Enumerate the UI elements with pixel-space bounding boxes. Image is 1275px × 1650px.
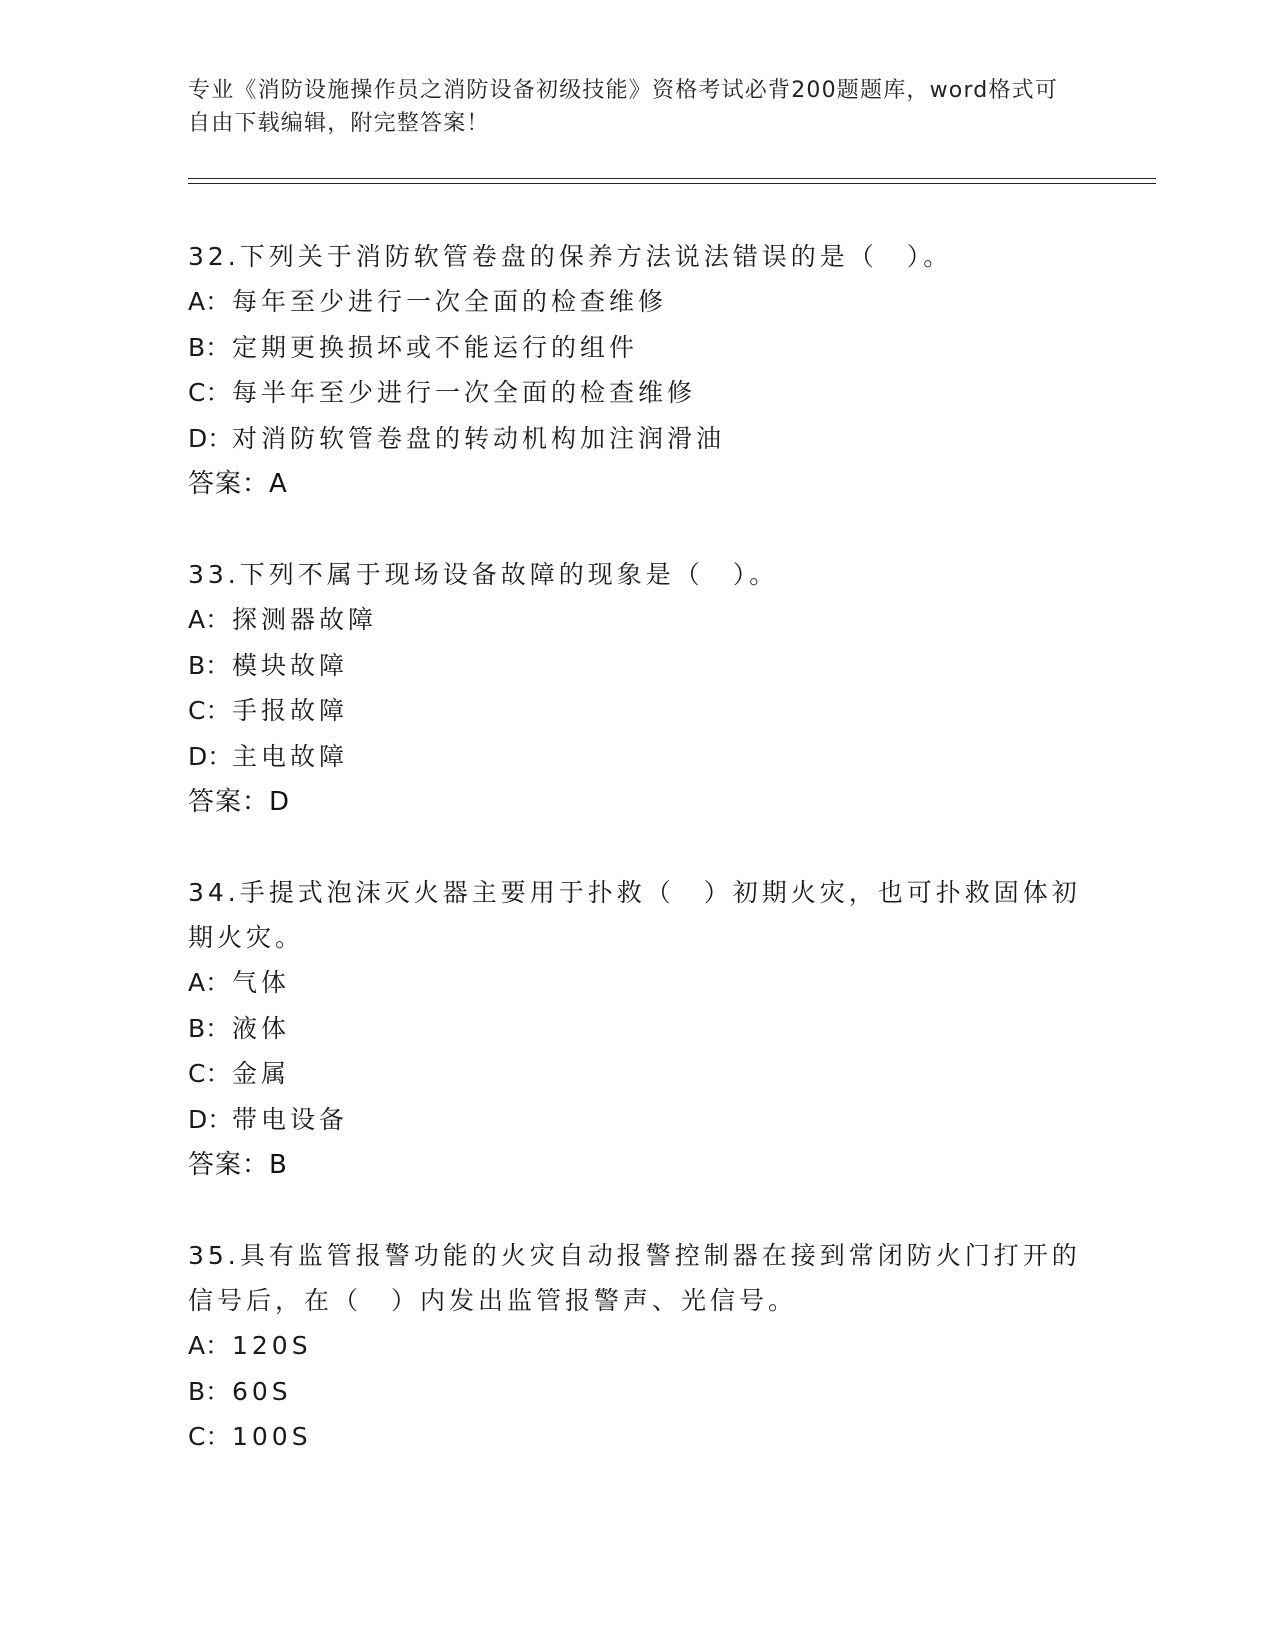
option-text: 主电故障 bbox=[232, 741, 349, 771]
option-c bbox=[188, 1051, 1088, 1097]
option-d bbox=[188, 734, 1088, 780]
option-b bbox=[188, 325, 1088, 371]
option-c bbox=[188, 1414, 1088, 1460]
option-key: D： bbox=[188, 1104, 233, 1134]
option-key: A： bbox=[188, 287, 231, 316]
option-key: C： bbox=[188, 378, 231, 407]
option-key: A： bbox=[188, 968, 231, 997]
option-a bbox=[188, 1323, 1088, 1369]
option-d bbox=[188, 1097, 1088, 1143]
option-b bbox=[188, 1006, 1088, 1052]
option-text: 手报故障 bbox=[232, 696, 349, 725]
question-list bbox=[188, 234, 1088, 1505]
option-text: 金属 bbox=[232, 1059, 291, 1088]
option-text: 对消防软管卷盘的转动机构加注润滑油 bbox=[232, 423, 726, 453]
option-key: B： bbox=[188, 1376, 231, 1406]
option-text: 每年至少进行一次全面的检查维修 bbox=[232, 287, 668, 316]
question-34 bbox=[188, 870, 1088, 1188]
question-33 bbox=[188, 552, 1088, 825]
option-b bbox=[188, 1369, 1088, 1415]
option-text: 120S bbox=[232, 1331, 312, 1360]
option-a bbox=[188, 279, 1088, 325]
option-text: 模块故障 bbox=[232, 650, 349, 680]
option-text: 探测器故障 bbox=[232, 605, 378, 634]
option-text: 定期更换损坏或不能运行的组件 bbox=[232, 332, 639, 362]
option-c bbox=[188, 688, 1088, 734]
question-stem: 35.具有监管报警功能的火灾自动报警控制器在接到常闭防火门打开的信号后，在（ ）内发出监管报警声、光信号。 bbox=[188, 1241, 1081, 1315]
option-a bbox=[188, 597, 1088, 643]
answer-line: 答案：B bbox=[188, 1150, 288, 1180]
question-stem: 32.下列关于消防软管卷盘的保养方法说法错误的是（ ）。 bbox=[188, 242, 953, 271]
option-c bbox=[188, 370, 1088, 416]
option-key: D： bbox=[188, 423, 233, 453]
header-divider-top bbox=[188, 178, 1156, 179]
option-key: A： bbox=[188, 1331, 231, 1360]
option-key: B： bbox=[188, 650, 231, 680]
document-header: 专业《消防设施操作员之消防设备初级技能》资格考试必背200题题库，word格式可自由下载编辑，附完整答案！ bbox=[188, 78, 1059, 136]
option-text: 带电设备 bbox=[232, 1104, 349, 1134]
option-b bbox=[188, 643, 1088, 689]
header-divider-bottom bbox=[188, 183, 1156, 184]
option-text: 液体 bbox=[232, 1013, 291, 1043]
option-a bbox=[188, 960, 1088, 1006]
answer-line: 答案：D bbox=[188, 787, 291, 817]
option-key: C： bbox=[188, 1422, 231, 1451]
option-d bbox=[188, 416, 1088, 462]
option-key: A： bbox=[188, 605, 231, 634]
option-text: 100S bbox=[232, 1422, 312, 1451]
question-35 bbox=[188, 1233, 1088, 1460]
option-key: B： bbox=[188, 332, 231, 362]
option-text: 每半年至少进行一次全面的检查维修 bbox=[232, 378, 697, 407]
option-text: 气体 bbox=[232, 968, 291, 997]
answer-line: 答案：A bbox=[188, 469, 288, 499]
option-key: C： bbox=[188, 696, 231, 725]
option-text: 60S bbox=[232, 1376, 292, 1406]
question-stem: 33.下列不属于现场设备故障的现象是（ ）。 bbox=[188, 560, 779, 589]
question-stem: 34.手提式泡沫灭火器主要用于扑救（ ）初期火灾，也可扑救固体初期火灾。 bbox=[188, 878, 1081, 952]
option-key: C： bbox=[188, 1059, 231, 1088]
option-key: B： bbox=[188, 1013, 231, 1043]
option-key: D： bbox=[188, 741, 233, 771]
question-32 bbox=[188, 234, 1088, 507]
